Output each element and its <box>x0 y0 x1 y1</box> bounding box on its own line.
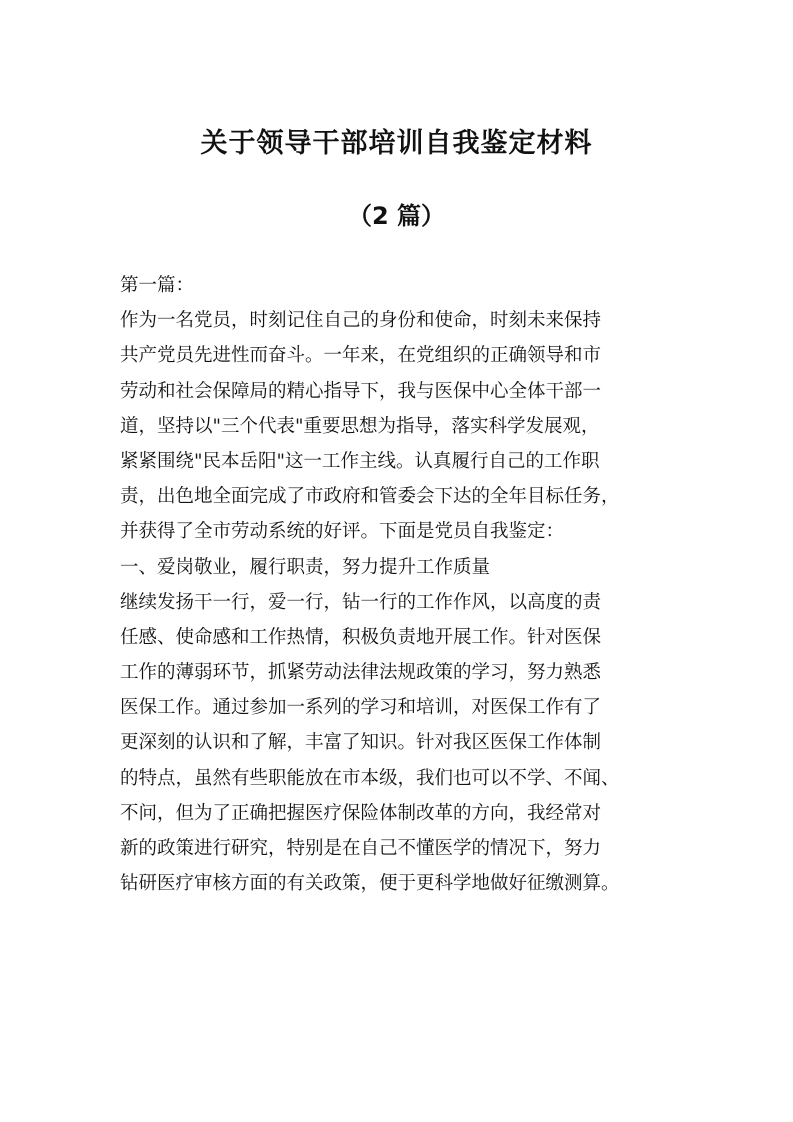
paragraph-line: 钻研医疗审核方面的有关政策，便于更科学地做好征缴测算。 <box>120 873 620 895</box>
paragraph-line: 责，出色地全面完成了市政府和管委会下达的全年目标任务， <box>120 486 620 508</box>
section-heading-one: 一、爱岗敬业，履行职责，努力提升工作质量 <box>120 556 491 578</box>
document-subtitle: （2 篇） <box>347 202 446 230</box>
section-heading-first-article: 第一篇： <box>120 275 195 296</box>
paragraph-line: 更深刻的认识和了解，丰富了知识。针对我区医保工作体制 <box>120 732 602 754</box>
paragraph-line: 作为一名党员，时刻记住自己的身份和使命，时刻未来保持 <box>120 310 602 332</box>
document-title: 关于领导干部培训自我鉴定材料 <box>200 128 593 159</box>
paragraph-line: 新的政策进行研究，特别是在自己不懂医学的情况下，努力 <box>120 838 602 859</box>
document-body <box>120 268 680 901</box>
paragraph-line: 紧紧围绕"民本岳阳"这一工作主线。认真履行自己的工作职 <box>120 450 600 472</box>
paragraph-line: 劳动和社会保障局的精心指导下，我与医保中心全体干部一 <box>120 380 602 402</box>
paragraph-line: 并获得了全市劳动系统的好评。下面是党员自我鉴定： <box>120 521 565 543</box>
paragraph-line: 不问，但为了正确把握医疗保险体制改革的方向，我经常对 <box>120 802 602 824</box>
paragraph-line: 共产党员先进性而奋斗。一年来，在党组织的正确领导和市 <box>120 345 602 367</box>
paragraph-line: 任感、使命感和工作热情，积极负责地开展工作。针对医保 <box>120 626 602 648</box>
paragraph-line: 工作的薄弱环节，抓紧劳动法律法规政策的学习，努力熟悉 <box>120 662 602 684</box>
paragraph-line: 医保工作。通过参加一系列的学习和培训，对医保工作有了 <box>120 697 602 719</box>
paragraph-line: 的特点，虽然有些职能放在市本级，我们也可以不学、不闻、 <box>120 767 620 789</box>
paragraph-line: 道，坚持以"三个代表"重要思想为指导，落实科学发展观， <box>120 415 600 437</box>
paragraph-line: 继续发扬干一行，爱一行，钻一行的工作作风，以高度的责 <box>120 591 602 613</box>
